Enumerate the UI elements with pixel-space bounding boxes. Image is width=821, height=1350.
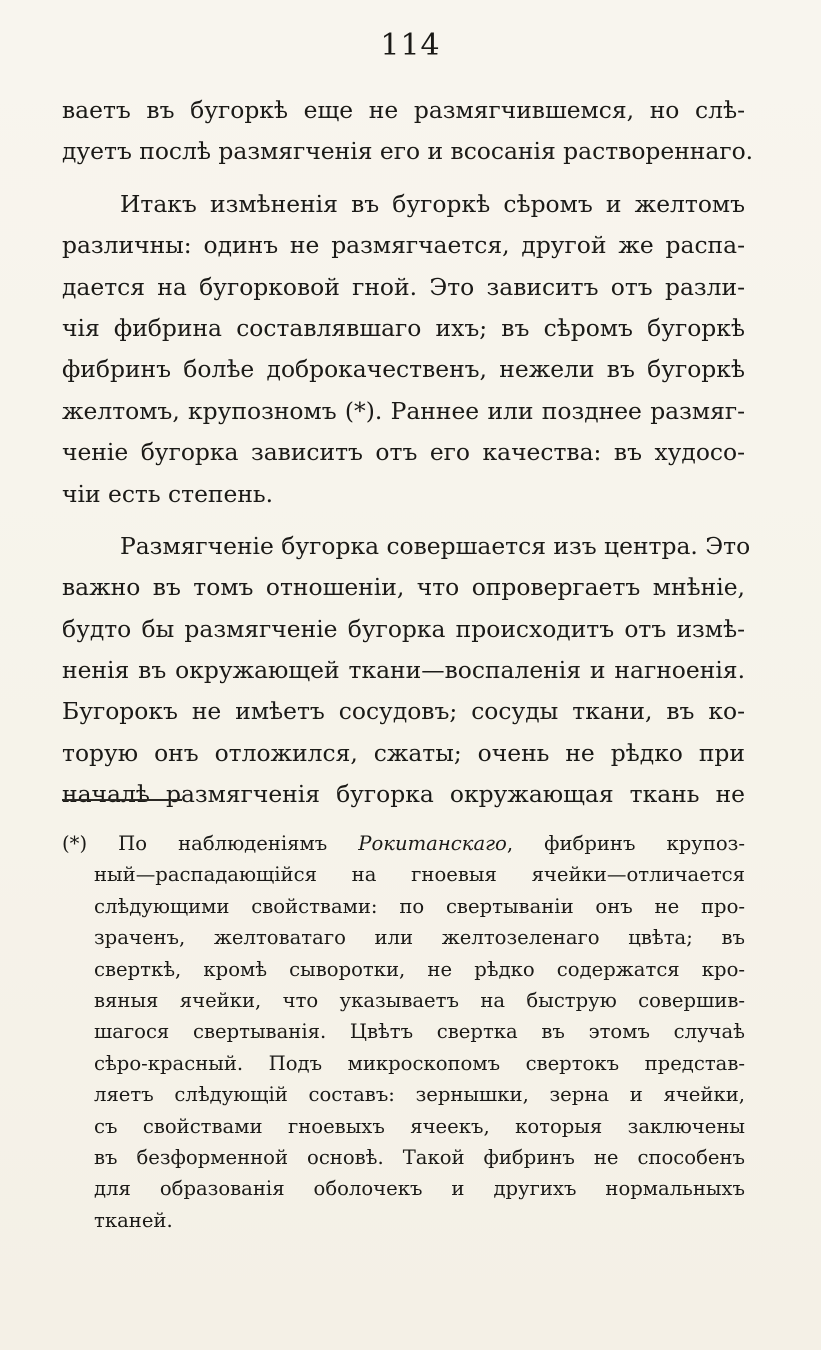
footnote-line: ляетъ слѣдующій составъ: зернышки, зерна и ячейки, <box>94 1083 745 1107</box>
footnote-first-line <box>62 828 745 859</box>
footnote-marker: (*) <box>62 832 88 855</box>
text-line: чіи есть степень. <box>62 479 274 508</box>
text-line: желтомъ, крупозномъ (*). Раннее или позднее размяг- <box>62 396 745 425</box>
footnote-line: сѣро-красный. Подъ микроскопомъ свертокъ представ- <box>94 1051 745 1075</box>
text-line: торую онъ отложился, сжаты; очень не рѣдко при <box>62 738 745 767</box>
text-line: будто бы размягченіе бугорка происходитъ отъ измѣ- <box>62 614 745 643</box>
footnote-author: Рокитанскаго <box>358 832 507 855</box>
text-line: ченіе бугорка зависитъ отъ его качества: въ худосо- <box>62 438 745 467</box>
text-line: началѣ размягченія бугорка окружающая ткань не <box>62 780 745 809</box>
footnote-line: въ безформенной основѣ. Такой фибринъ не способенъ <box>94 1145 745 1169</box>
footnote-line: тканей. <box>94 1208 173 1232</box>
text-line: Размягченіе бугорка совершается изъ центра. Это <box>120 531 751 560</box>
footnote-lead-rest: , фибринъ крупоз- <box>506 832 745 855</box>
footnote-line: сверткѣ, кромѣ сыворотки, не рѣдко содержатся кро- <box>94 957 745 981</box>
text-line: Итакъ измѣненія въ бугоркѣ сѣромъ и желтомъ <box>120 189 745 218</box>
text-line: Бугорокъ не имѣетъ сосудовъ; сосуды ткани, въ ко- <box>62 697 745 726</box>
footnote-line: съ свойствами гноевыхъ ячеекъ, которыя заключены <box>94 1114 745 1138</box>
footnote <box>62 828 745 1236</box>
footnote-line: слѣдующими свойствами: по свертываніи онъ не про- <box>94 894 745 918</box>
text-line: ненія въ окружающей ткани—воспаленія и нагноенія. <box>62 656 745 685</box>
text-line: фибринъ болѣе доброкачественъ, нежели въ бугоркѣ <box>62 355 745 384</box>
page-number: 114 <box>380 28 441 63</box>
main-text <box>62 90 754 816</box>
text-line: чія фибрина составлявшаго ихъ; въ сѣромъ бугоркѣ <box>62 313 745 342</box>
footnote-line: зраченъ, желтоватаго или желтозеленаго цвѣта; въ <box>94 926 745 950</box>
text-line: дуетъ послѣ размягченія его и всосанія раствореннаго. <box>62 137 754 166</box>
footnote-divider <box>62 799 182 801</box>
footnote-line: ный—распадающійся на гноевыя ячейки—отличается <box>94 863 745 887</box>
text-line: различны: одинъ не размягчается, другой же распа- <box>62 231 745 260</box>
footnote-line: для образованія оболочекъ и другихъ нормальныхъ <box>94 1177 745 1201</box>
text-line: дается на бугорковой гной. Это зависитъ отъ разли- <box>62 272 745 301</box>
text-line: ваетъ въ бугоркѣ еще не размягчившемся, но слѣ- <box>62 96 745 124</box>
footnote-lead: По наблюденіямъ <box>118 832 328 855</box>
text-line: важно въ томъ отношеніи, что опровергаетъ мнѣніе, <box>62 573 745 602</box>
footnote-line: вяныя ячейки, что указываетъ на быструю совершив- <box>94 988 745 1012</box>
footnote-line: шагося свертыванія. Цвѣтъ свертка въ этомъ случаѣ <box>94 1020 745 1044</box>
